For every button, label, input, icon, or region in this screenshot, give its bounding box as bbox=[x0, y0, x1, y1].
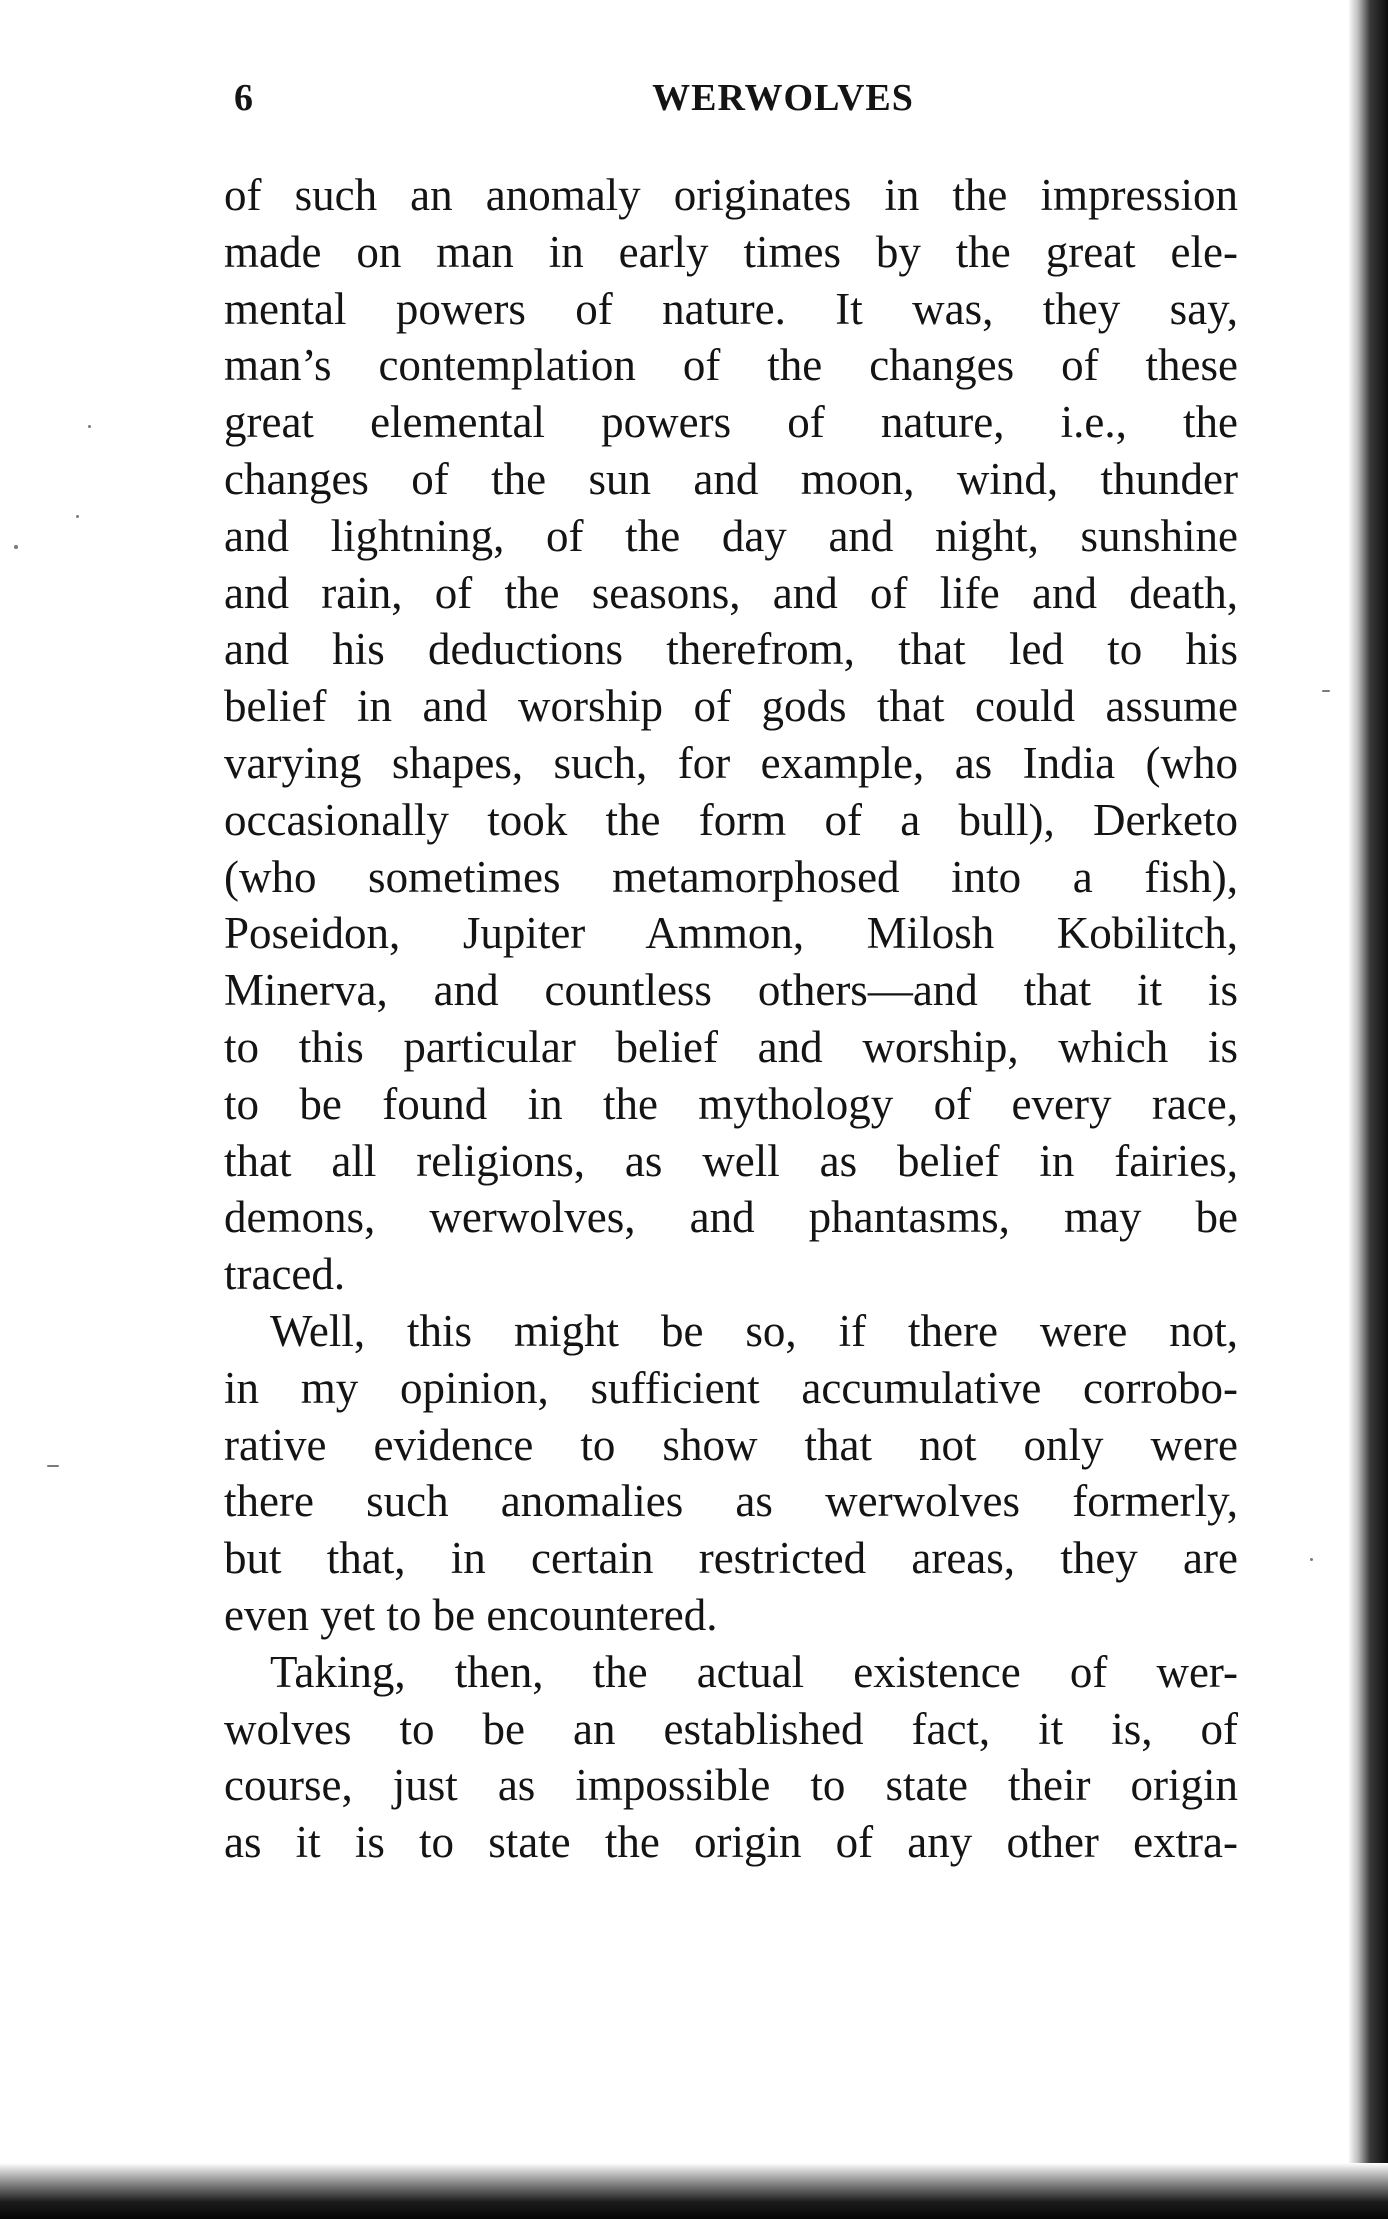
text-line: varying shapes, such, for example, as India (who bbox=[224, 737, 1238, 788]
paper-speck bbox=[88, 425, 91, 428]
paper-speck bbox=[1322, 690, 1330, 692]
text-line: of such an anomaly originates in the impression bbox=[224, 170, 1238, 220]
text-line: as it is to state the origin of any other extra- bbox=[224, 1817, 1238, 1868]
paper-speck bbox=[47, 1465, 59, 1467]
text-line: Well, this might be so, if there were not, bbox=[270, 1305, 1238, 1356]
text-line: to be found in the mythology of every race, bbox=[224, 1078, 1238, 1129]
text-line: mental powers of nature. It was, they say, bbox=[224, 283, 1238, 334]
text-line: and rain, of the seasons, and of life and death, bbox=[224, 567, 1238, 618]
text-line: traced. bbox=[224, 1249, 346, 1300]
running-title: WERWOLVES bbox=[652, 77, 914, 119]
text-line: and lightning, of the day and night, sunshine bbox=[224, 510, 1238, 561]
text-line: (who sometimes metamorphosed into a fish), bbox=[224, 851, 1238, 902]
text-line: there such anomalies as werwolves formerly, bbox=[224, 1476, 1238, 1527]
text-line: and his deductions therefrom, that led to his bbox=[224, 624, 1238, 675]
text-line: Poseidon, Jupiter Ammon, Milosh Kobilitch, bbox=[224, 908, 1238, 959]
page-edge-shadow-bottom bbox=[0, 2163, 1388, 2219]
text-line: man’s contemplation of the changes of these bbox=[224, 340, 1238, 391]
text-line: in my opinion, sufficient accumulative corrobo- bbox=[224, 1362, 1238, 1413]
paper-speck bbox=[14, 545, 18, 549]
paper-speck bbox=[76, 515, 79, 518]
text-line: but that, in certain restricted areas, they are bbox=[224, 1533, 1238, 1584]
text-line: even yet to be encountered. bbox=[224, 1589, 718, 1640]
text-line: to this particular belief and worship, which is bbox=[224, 1021, 1238, 1072]
text-line: Taking, then, the actual existence of wer- bbox=[270, 1646, 1238, 1697]
text-line: changes of the sun and moon, wind, thunder bbox=[224, 453, 1238, 504]
text-line: belief in and worship of gods that could assume bbox=[224, 681, 1238, 732]
text-line: rative evidence to show that not only were bbox=[224, 1419, 1238, 1470]
text-line: occasionally took the form of a bull), Derketo bbox=[224, 794, 1238, 845]
text-line: demons, werwolves, and phantasms, may be bbox=[224, 1192, 1238, 1243]
paper-speck bbox=[1310, 1558, 1313, 1561]
text-line: great elemental powers of nature, i.e., the bbox=[224, 397, 1238, 448]
page-number: 6 bbox=[234, 77, 253, 119]
text-line: that all religions, as well as belief in fairies, bbox=[224, 1135, 1238, 1186]
text-line: course, just as impossible to state their origin bbox=[224, 1760, 1238, 1811]
body-text bbox=[224, 167, 1238, 1871]
page-edge-shadow-right bbox=[1348, 0, 1388, 2219]
page-header bbox=[228, 68, 1238, 128]
text-line: wolves to be an established fact, it is, of bbox=[224, 1703, 1238, 1754]
text-line: Minerva, and countless others—and that it is bbox=[224, 965, 1238, 1016]
text-line: made on man in early times by the great ele- bbox=[224, 226, 1238, 277]
